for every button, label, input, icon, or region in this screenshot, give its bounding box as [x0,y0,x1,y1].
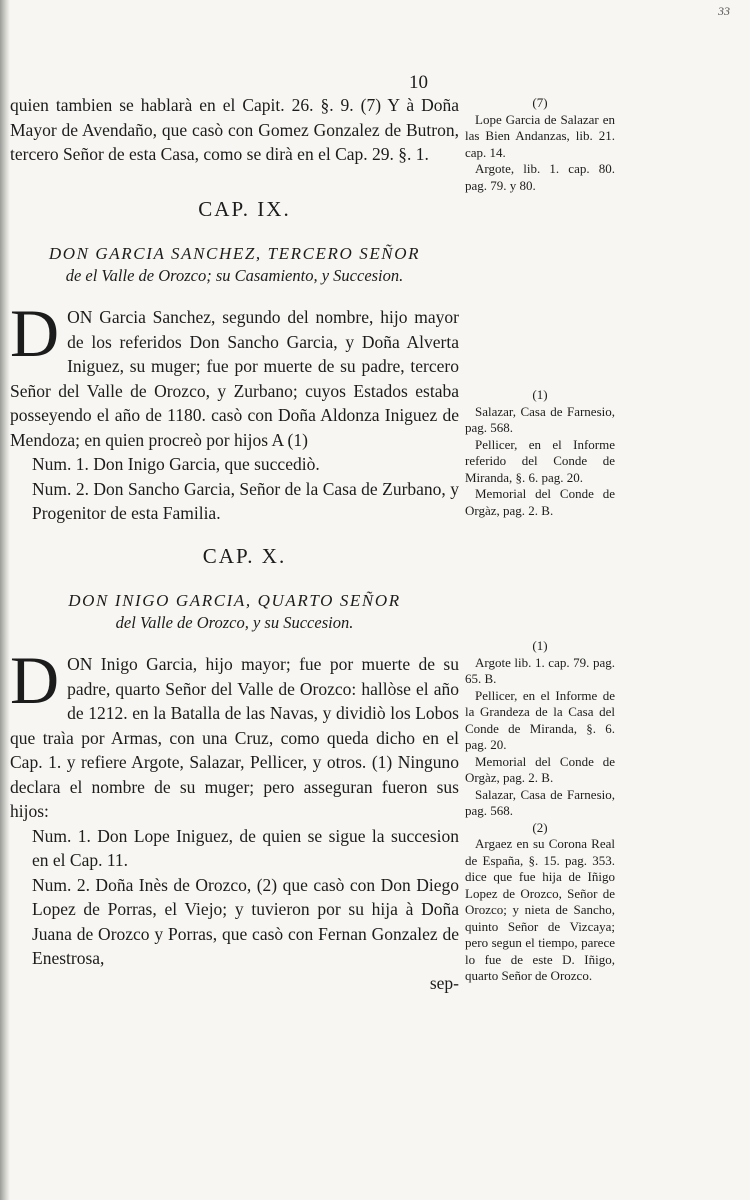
margin-note-1a-mark: (1) [532,387,548,402]
margin-note-1a-line-1: Salazar, Casa de Farnesio, pag. 568. [465,403,615,435]
margin-note-1b-mark: (1) [532,638,548,653]
page-edge [0,0,10,1200]
margin-note-1a-line-3: Memorial del Conde de Orgàz, pag. 2. B. [465,486,615,518]
chapter-9-text: ON Garcia Sanchez, segundo del nombre, hijo mayor de los referidos Don Sancho Garcia, y Doña Alverta Iniguez, su muger; fue por muerte de su padre, tercero Señor del Valle de Orozco, y Zurbano; cuyos Estados estaba posseyendo el año de 1180. casò con Doña Aldonza Iniguez de Mendoza; en quien procreò por hijos A (1) [10,307,459,450]
margin-note-7-line-1: Lope Garcia de Salazar en las Bien Andanzas, lib. 21. cap. 14. [465,111,615,160]
margin-note-1b-line-1: Argote lib. 1. cap. 79. pag. 65. B. [465,654,615,686]
margin-note-1b-line-2: Pellicer, en el Informe de la Grandeza de la Casa del Conde de Miranda, §. 6. pag. 20. [465,687,615,752]
margin-note-2-mark: (2) [532,819,548,835]
chapter-10-heading-caps: DON INIGO GARCIA, QUARTO SEÑOR [68,591,401,610]
chapter-10-paragraph [10,642,459,824]
chapter-9-heading-rest: de el Valle de Orozco; su Casamiento, y Succesion. [65,266,404,285]
catchword: sep- [429,972,459,993]
chapter-9-heading [10,243,459,287]
chapter-9-paragraph [10,295,459,452]
margin-note-1b [465,638,615,985]
chapter-10-dropcap: D [10,642,60,718]
chapter-10-heading [10,590,459,634]
chapter-9-num-1: Num. 1. Don Inigo Garcia, que succediò. [32,454,320,474]
chapter-9-dropcap: D [10,295,60,371]
chapter-10-num-1: Num. 1. Don Lope Iniguez, de quien se sigue la succesion en el Cap. 11. [32,825,459,870]
chapter-9-heading-caps: DON GARCIA SANCHEZ, TERCERO SEÑOR [48,244,421,263]
corner-mark: 33 [718,4,730,18]
margin-note-1a-line-2: Pellicer, en el Informe referido del Conde de Miranda, §. 6. pag. 20. [465,436,615,485]
main-text-column [10,93,459,995]
margin-note-2-line-1: Argaez en su Corona Real de España, §. 15. pag. 353. dice que fue hija de Iñigo Lopez de Orozco, Señor de Orozco; y nieta de Sancho, quinto Señor de Vizcaya; pero segun el tiempo, parece lo fue de este D. Iñigo, quarto Señor de Orozco. [465,836,615,983]
chapter-10-heading-rest: del Valle de Orozco, y su Succesion. [115,613,354,632]
chapter-10-num-2: Num. 2. Doña Inès de Orozco, (2) que casò con Don Diego Lopez de Porras, el Viejo; y tuvieron por su hija à Doña Juana de Orozco y Porras, que casò con Fernan Gonzalez de Enestrosa, [32,874,459,968]
page-number: 10 [409,72,428,93]
chapter-10-text: ON Inigo Garcia, hijo mayor; fue por muerte de su padre, quarto Señor del Valle de Orozco: hallòse el año de 1212. en la Batalla de las Navas, y dividiò los Lobos que traìa por Armas, con una Cruz, como queda dicho en el Cap. 1. y refiere Argote, Salazar, Pellicer, y otros. (1) Ninguno declara el nombre de su muger; pero asseguran fueron sus hijos: [10,654,459,821]
margin-note-7-line-2: Argote, lib. 1. cap. 80. pag. 79. y 80. [465,161,615,193]
margin-note-1b-line-3: Memorial del Conde de Orgàz, pag. 2. B. [465,753,615,785]
opening-paragraph: quien tambien se hablarà en el Capit. 26. §. 9. (7) Y à Doña Mayor de Avendaño, que casò con Gomez Gonzalez de Butron, tercero Señor de esta Casa, como se dirà en el Cap. 29. §. 1. [10,95,459,164]
chapter-10-title: CAP. X. [202,543,287,568]
margin-note-7-mark: (7) [532,95,548,110]
margin-note-7 [465,95,615,194]
chapter-9-num-2: Num. 2. Don Sancho Garcia, Señor de la Casa de Zurbano, y Progenitor de esta Familia. [32,478,459,523]
chapter-9-title: CAP. IX. [198,196,291,221]
margin-note-1a [465,387,615,519]
margin-note-1b-line-4: Salazar, Casa de Farnesio, pag. 568. [465,786,615,818]
